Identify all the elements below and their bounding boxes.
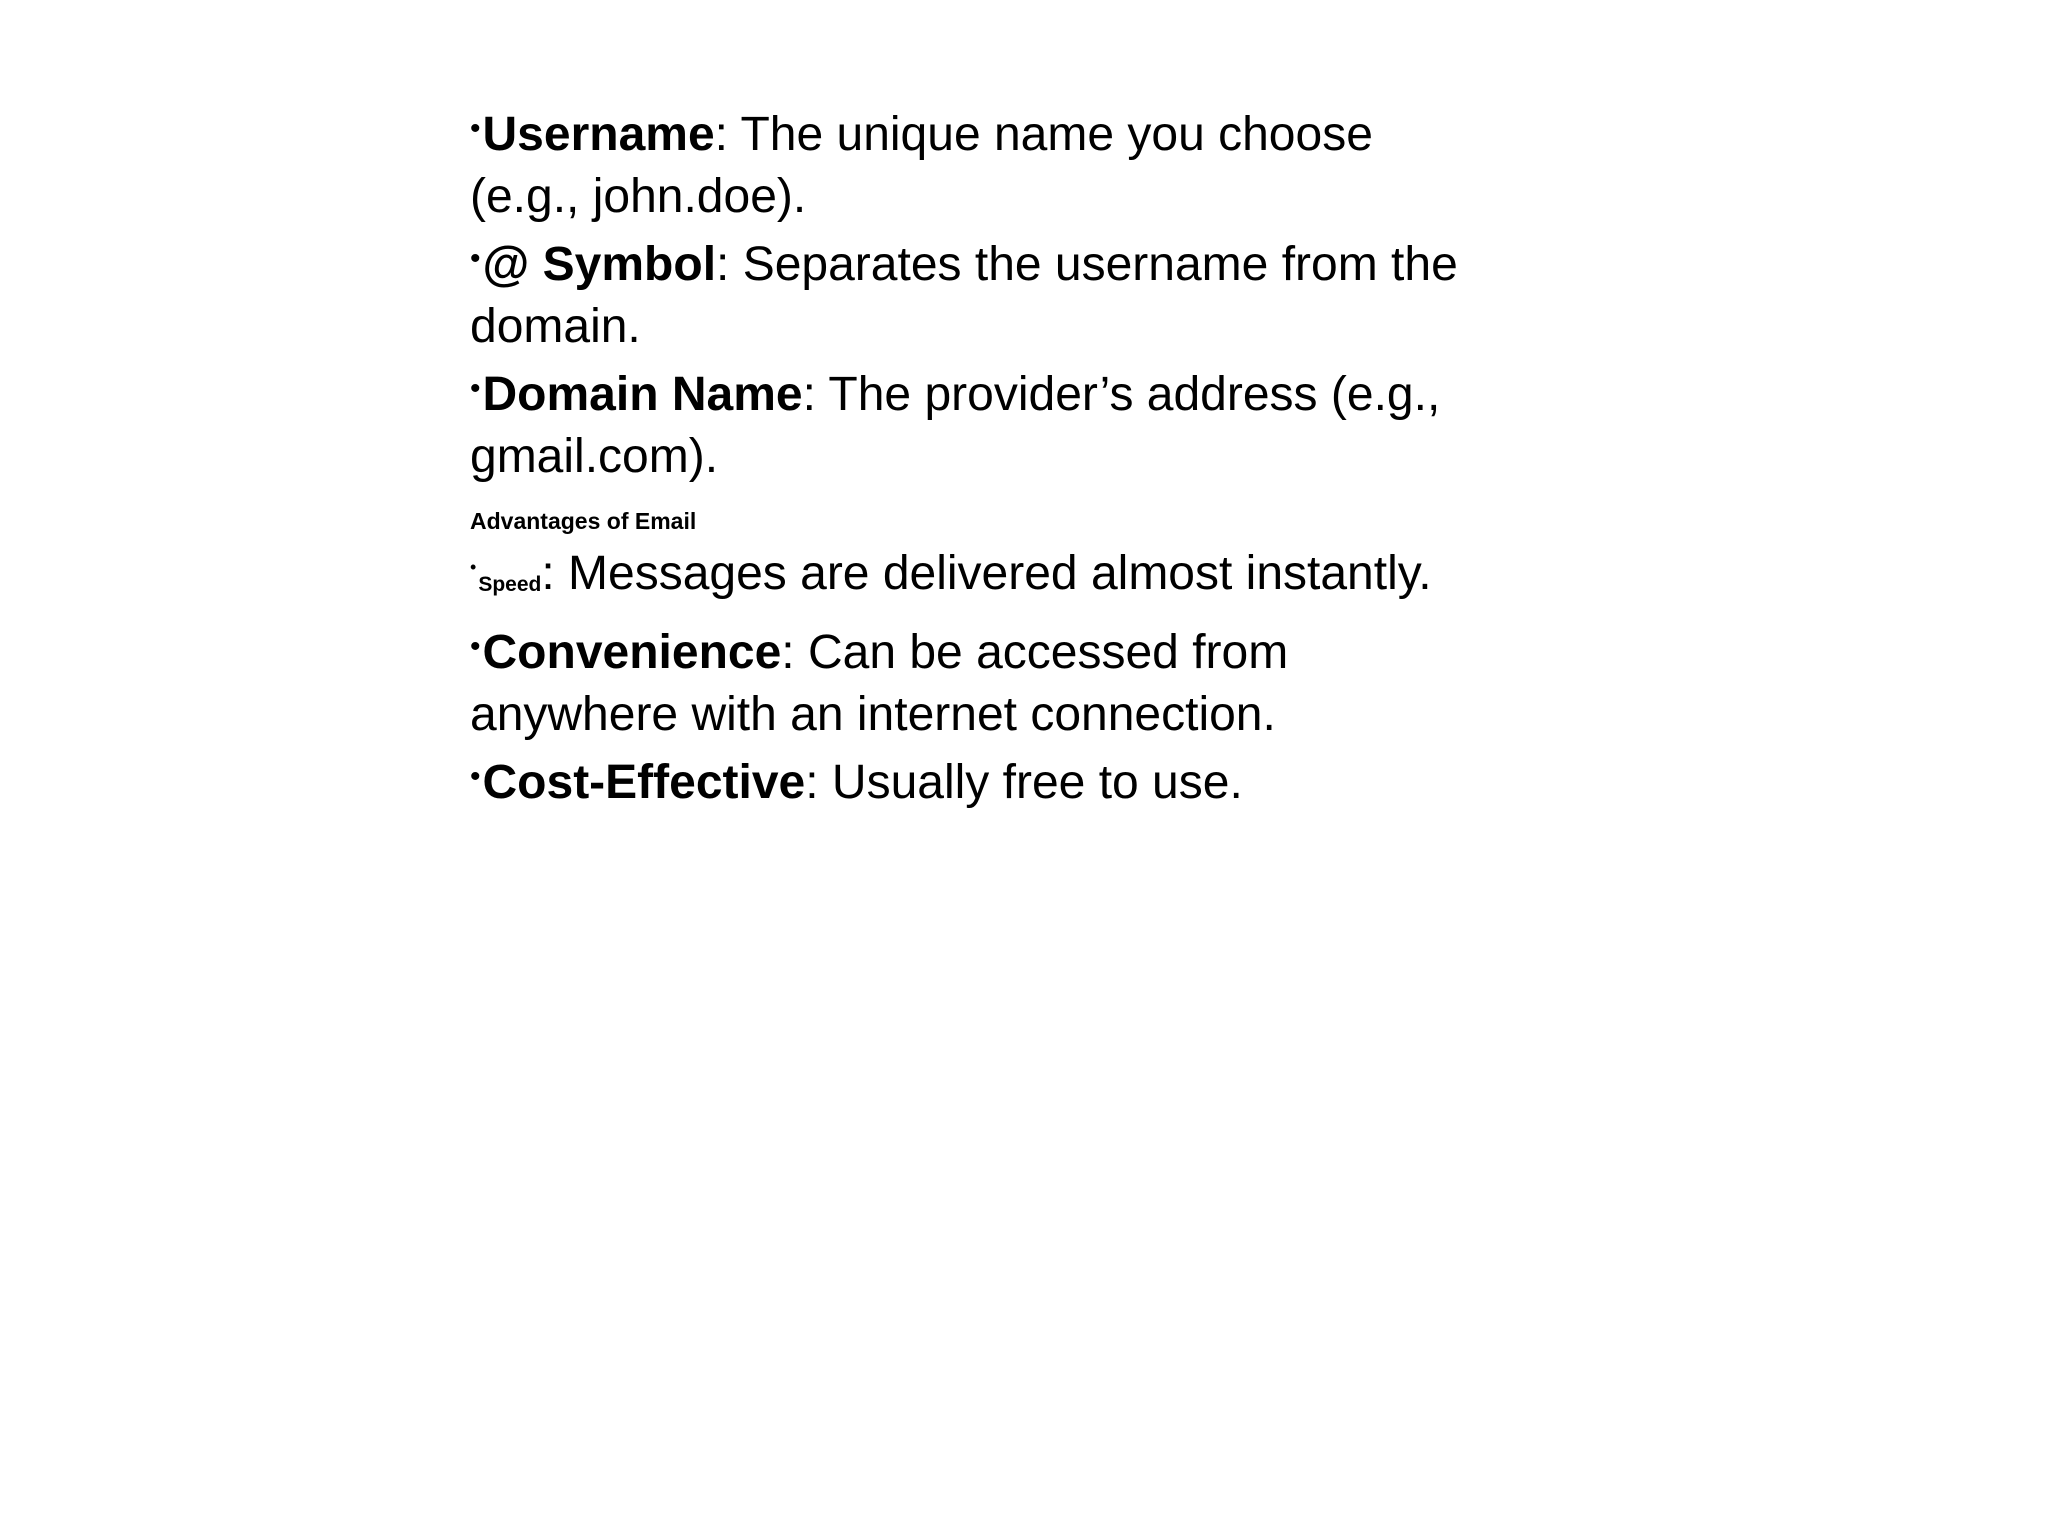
list-item-convenience bbox=[470, 616, 1490, 746]
list-item-domain-name bbox=[470, 358, 1490, 488]
bullet: • bbox=[470, 630, 481, 663]
term-convenience: Convenience bbox=[482, 626, 782, 679]
term-domain-name: Domain Name bbox=[482, 368, 803, 421]
bullet: • bbox=[470, 372, 481, 405]
description-convenience: : Can be accessed from anywhere with an internet connection. bbox=[470, 626, 1289, 741]
bullet: • bbox=[470, 242, 481, 275]
text-block bbox=[470, 98, 1490, 814]
description-speed: : Messages are delivered almost instantly. bbox=[541, 547, 1432, 600]
term-cost-effective: Cost-Effective bbox=[482, 756, 806, 809]
term-at-symbol: @ Symbol bbox=[482, 238, 717, 291]
list-item-cost-effective bbox=[470, 746, 1490, 814]
description-domain-name: : The provider’s address (e.g., gmail.com). bbox=[470, 368, 1441, 483]
section-heading-advantages: Advantages of Email bbox=[470, 508, 697, 534]
list-item-speed bbox=[470, 536, 1490, 616]
list-item-username bbox=[470, 98, 1490, 228]
list-item-at-symbol bbox=[470, 228, 1490, 358]
term-speed: Speed bbox=[478, 573, 542, 596]
bullet: • bbox=[470, 112, 481, 145]
description-username: : The unique name you choose (e.g., john.doe). bbox=[470, 108, 1373, 223]
bullet: • bbox=[470, 760, 481, 793]
description-cost-effective: : Usually free to use. bbox=[805, 756, 1243, 809]
term-username: Username bbox=[482, 108, 715, 161]
description-at-symbol: : Separates the username from the domain. bbox=[470, 238, 1458, 353]
bullet: • bbox=[470, 557, 477, 577]
